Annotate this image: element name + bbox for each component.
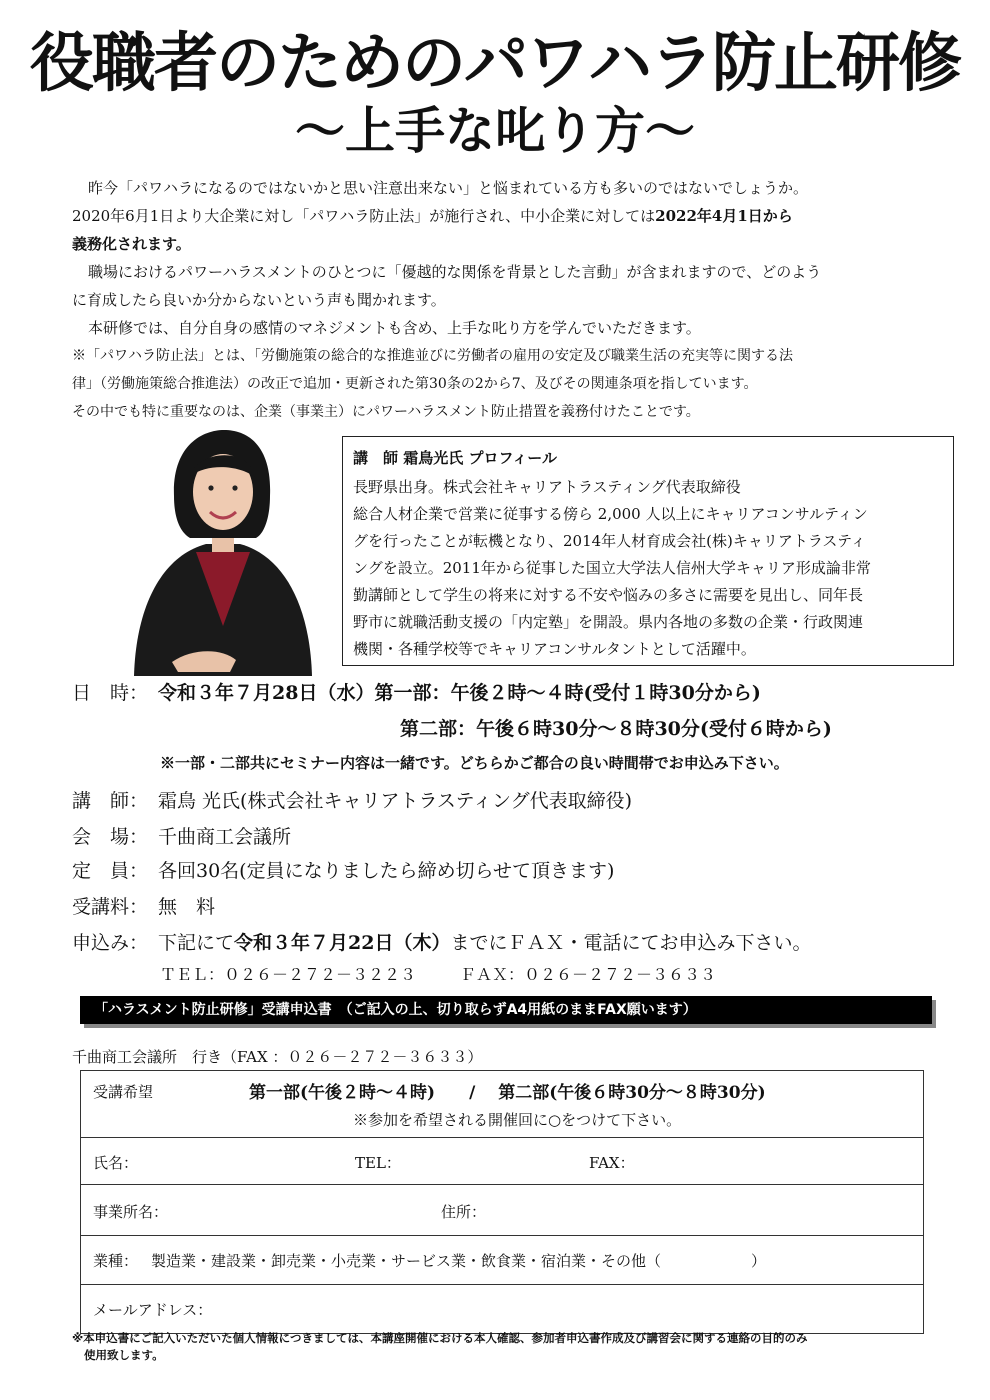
lecturer-profile-box xyxy=(342,436,954,666)
lecturer-photo xyxy=(132,426,314,676)
date-value: 令和３年７月28日（水）第一部：午後２時～４時(受付１時30分から) xyxy=(158,682,761,704)
fee-value: 無 料 xyxy=(158,896,216,918)
apply-post: までにＦＡＸ・電話にてお申込み下さい。 xyxy=(450,932,812,954)
name-field[interactable]: 氏名： xyxy=(93,1154,139,1172)
form-row-wish xyxy=(81,1071,923,1138)
footnote-line: ※本申込書にご記入いただいた個人情報につきましては、本講座開催における本人確認、参加者申込書作成及び講習会に関する連絡の目的のみ xyxy=(72,1331,808,1345)
apply-pre: 下記にて xyxy=(158,932,235,954)
sub-title: ～上手な叱り方～ xyxy=(295,102,695,160)
industry-options[interactable]: 製造業・建設業・卸売業・小売業・サービス業・飲食業・宿泊業・その他（ ） xyxy=(151,1252,767,1270)
lecturer-label: 講 師： xyxy=(72,790,149,812)
profile-line: 総合人材企業で営業に従事する傍ら 2,000 人以上にキャリアコンサルティン xyxy=(353,505,868,523)
profile-line: 野市に就職活動支援の「内定塾」を開設。県内各地の多数の企業・行政関連 xyxy=(353,613,864,631)
capacity-value: 各回30名(定員になりましたら締め切らせて頂きます) xyxy=(158,860,615,882)
fax-field[interactable]: FAX： xyxy=(589,1154,635,1172)
form-row-office xyxy=(81,1185,923,1236)
profile-line: 機関・各種学校等でキャリアコンサルタントとして活躍中。 xyxy=(353,640,756,658)
footnote-line: 使用致します。 xyxy=(84,1348,164,1362)
form-destination: 千曲商工会議所 行き（FAX ：０２６－２７２－３６３３） xyxy=(72,1048,483,1066)
main-title: 役職者のためのパワハラ防止研修 xyxy=(30,27,960,101)
intro-line: 本研修では、自分自身の感情のマネジメントも含め、上手な叱り方を学んでいただきます。 xyxy=(88,319,701,337)
intro-note-line: 律」（労働施策総合推進法）の改正で追加・更新された第30条の2から7、及びその関連条項を指しています。 xyxy=(72,376,758,392)
date-note: ※一部・二部共にセミナー内容は一緒です。どちらかご都合の良い時間帯でお申込み下さい。 xyxy=(160,754,789,772)
venue-value: 千曲商工会議所 xyxy=(158,826,292,848)
tel-number: ＴＥＬ：０２６－２７２－３２２３ xyxy=(160,965,417,984)
application-form xyxy=(80,1070,924,1334)
application-form-banner: 「ハラスメント防止研修」受講申込書 （ご記入の上、切り取らずA4用紙のままFAX願います） xyxy=(80,996,932,1024)
address-field[interactable]: 住所： xyxy=(441,1203,487,1221)
session-options[interactable]: 第一部(午後２時～４時) / 第二部(午後６時30分～８時30分) xyxy=(249,1083,766,1103)
wish-label: 受講希望 xyxy=(93,1083,154,1101)
date-row xyxy=(72,678,952,705)
intro-text xyxy=(72,174,932,426)
intro-line: 昨今「パワハラになるのではないかと思い注意出来ない」と悩まれている方も多いのではないでしょうか。 xyxy=(88,179,809,197)
profile-heading: 講 師 霜鳥光氏 プロフィール xyxy=(353,449,557,467)
date-value-2: 第二部：午後６時30分～８時30分(受付６時から) xyxy=(400,718,832,740)
venue-row xyxy=(72,822,952,849)
email-field[interactable]: メールアドレス： xyxy=(93,1301,213,1319)
capacity-label: 定 員： xyxy=(72,860,149,882)
privacy-footnote xyxy=(72,1330,952,1364)
date-row-2 xyxy=(400,714,940,741)
lecturer-row xyxy=(72,786,952,813)
form-row-name xyxy=(81,1138,923,1185)
profile-line: 勤講師として学生の将来に対する不安や悩みの多さに需要を見出し、同年長 xyxy=(353,586,864,604)
intro-line-part: 2020年6月1日より大企業に対し「パワハラ防止法」が施行され、中小企業に対しては xyxy=(72,207,656,225)
fax-number: ＦＡＸ：０２６－２７２－３６３３ xyxy=(460,965,717,984)
contact-row xyxy=(160,962,940,985)
apply-row xyxy=(72,928,952,955)
date-label: 日 時： xyxy=(72,682,149,704)
intro-note-line: ※「パワハラ防止法」とは、「労働施策の総合的な推進並びに労働者の雇用の安定及び職業生活の充実等に関する法 xyxy=(72,348,793,364)
office-field[interactable]: 事業所名： xyxy=(93,1203,169,1221)
profile-line: グを行ったことが転機となり、2014年人材育成会社(株)キャリアトラスティ xyxy=(353,532,866,550)
venue-label: 会 場： xyxy=(72,826,149,848)
fee-row xyxy=(72,892,952,919)
intro-line xyxy=(72,202,932,230)
apply-label: 申込み： xyxy=(72,932,149,954)
intro-line-bold: 2022年4月1日から xyxy=(655,207,793,225)
fee-label: 受講料： xyxy=(72,896,149,918)
intro-line: に育成したら良いか分からないという声も聞かれます。 xyxy=(72,291,446,309)
intro-line: 職場におけるパワーハラスメントのひとつに「優越的な関係を背景とした言動」が含まれますので、どのよう xyxy=(88,263,822,281)
capacity-row xyxy=(72,856,952,883)
intro-line-bold: 義務化されます。 xyxy=(72,235,191,253)
profile-line: ングを設立。2011年から従事した国立大学法人信州大学キャリア形成論非常 xyxy=(353,559,871,577)
tel-field[interactable]: TEL： xyxy=(355,1154,401,1172)
wish-note: ※参加を希望される開催回に○をつけて下さい。 xyxy=(353,1111,682,1129)
form-row-industry xyxy=(81,1236,923,1285)
profile-line: 長野県出身。株式会社キャリアトラスティング代表取締役 xyxy=(353,478,741,496)
apply-deadline: 令和３年７月22日（木） xyxy=(234,932,451,954)
form-row-email xyxy=(81,1285,923,1333)
intro-note-line: その中でも特に重要なのは、企業（事業主）にパワーハラスメント防止措置を義務付けたことです。 xyxy=(72,404,700,420)
lecturer-value: 霜鳥 光氏(株式会社キャリアトラスティング代表取締役) xyxy=(158,790,633,812)
industry-label: 業種： xyxy=(93,1252,139,1270)
